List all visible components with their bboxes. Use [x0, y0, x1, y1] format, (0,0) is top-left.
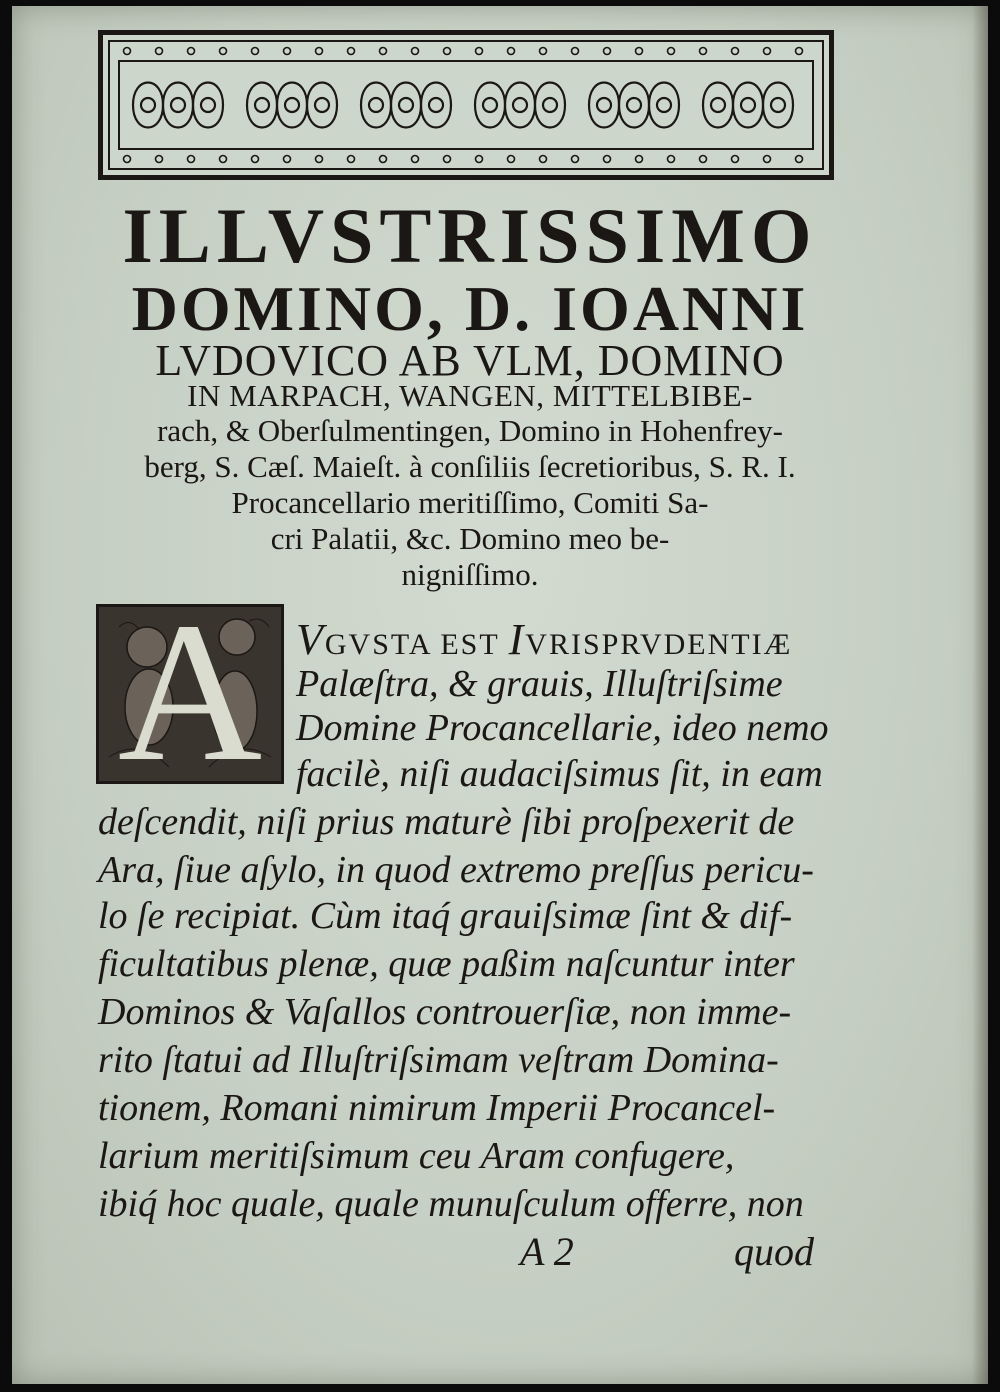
text-line: larium meritiſsimum ceu Aram confugere, — [98, 1135, 735, 1177]
catchword: quod — [734, 1229, 814, 1274]
text-line: deſcendit, niſi prius maturè ſibi proſpexerit de — [98, 801, 795, 843]
address-line: rach, & Oberſulmentingen, Domino in Hohenfrey- — [157, 413, 783, 448]
text-line: lo ſe recipiat. Cùm itaq́ grauiſsimæ ſint & dif- — [98, 895, 793, 937]
text-line: ficultatibus plenæ, quæ paßim naſcuntur inter — [98, 943, 795, 985]
address-line: berg, S. Cæſ. Maieſt. à conſiliis ſecretioribus, S. R. I. — [144, 449, 796, 484]
opening-letter-2: I — [508, 615, 526, 664]
address-line: Procancellario meritiſſimo, Comiti Sa- — [231, 485, 709, 520]
opening-letter: V — [296, 615, 325, 664]
page-edge-shadow — [972, 6, 988, 1384]
initial-letter: A — [117, 604, 263, 784]
title-line-3: LVDOVICO AB VLM, DOMINO — [155, 336, 785, 385]
address-line: cri Palatii, &c. Domino meo be- — [270, 521, 670, 556]
title-line-4: IN MARPACH, WANGEN, MITTELBIBE- — [187, 378, 753, 413]
text-line: facilè, niſi audaciſsimus ſit, in eam — [296, 753, 823, 795]
book-page — [12, 6, 988, 1384]
text-line: Ara, ſiue aſylo, in quod extremo preſſus pericu- — [98, 849, 814, 891]
opening-caps: GVSTA EST — [324, 628, 509, 661]
opening-caps-2: VRISPRVDENTIÆ — [525, 628, 793, 661]
text-line: tionem, Romani nimirum Imperii Procancel- — [98, 1087, 776, 1129]
opening-capitals — [296, 614, 792, 665]
text-line: Palæſtra, & grauis, Illuſtriſsime — [296, 663, 783, 705]
text-line: Dominos & Vaſallos controuerſiæ, non imme- — [98, 991, 792, 1033]
decorated-initial — [96, 604, 284, 784]
title-line-1: ILLVSTRISSIMO — [122, 192, 818, 279]
ornament-pattern — [103, 35, 829, 175]
signature-mark: A 2 — [520, 1229, 574, 1274]
ornamental-headpiece — [98, 30, 834, 180]
address-line: nigniſſimo. — [401, 557, 539, 592]
text-line: rito ſtatui ad Illuſtriſsimam veſtram Domina- — [98, 1039, 779, 1081]
text-line: Domine Procancellarie, ideo nemo — [296, 707, 829, 749]
title-line-2: DOMINO, D. IOANNI — [131, 273, 809, 344]
text-line: ibiq́ hoc quale, quale munuſculum offerre, non — [98, 1183, 804, 1225]
